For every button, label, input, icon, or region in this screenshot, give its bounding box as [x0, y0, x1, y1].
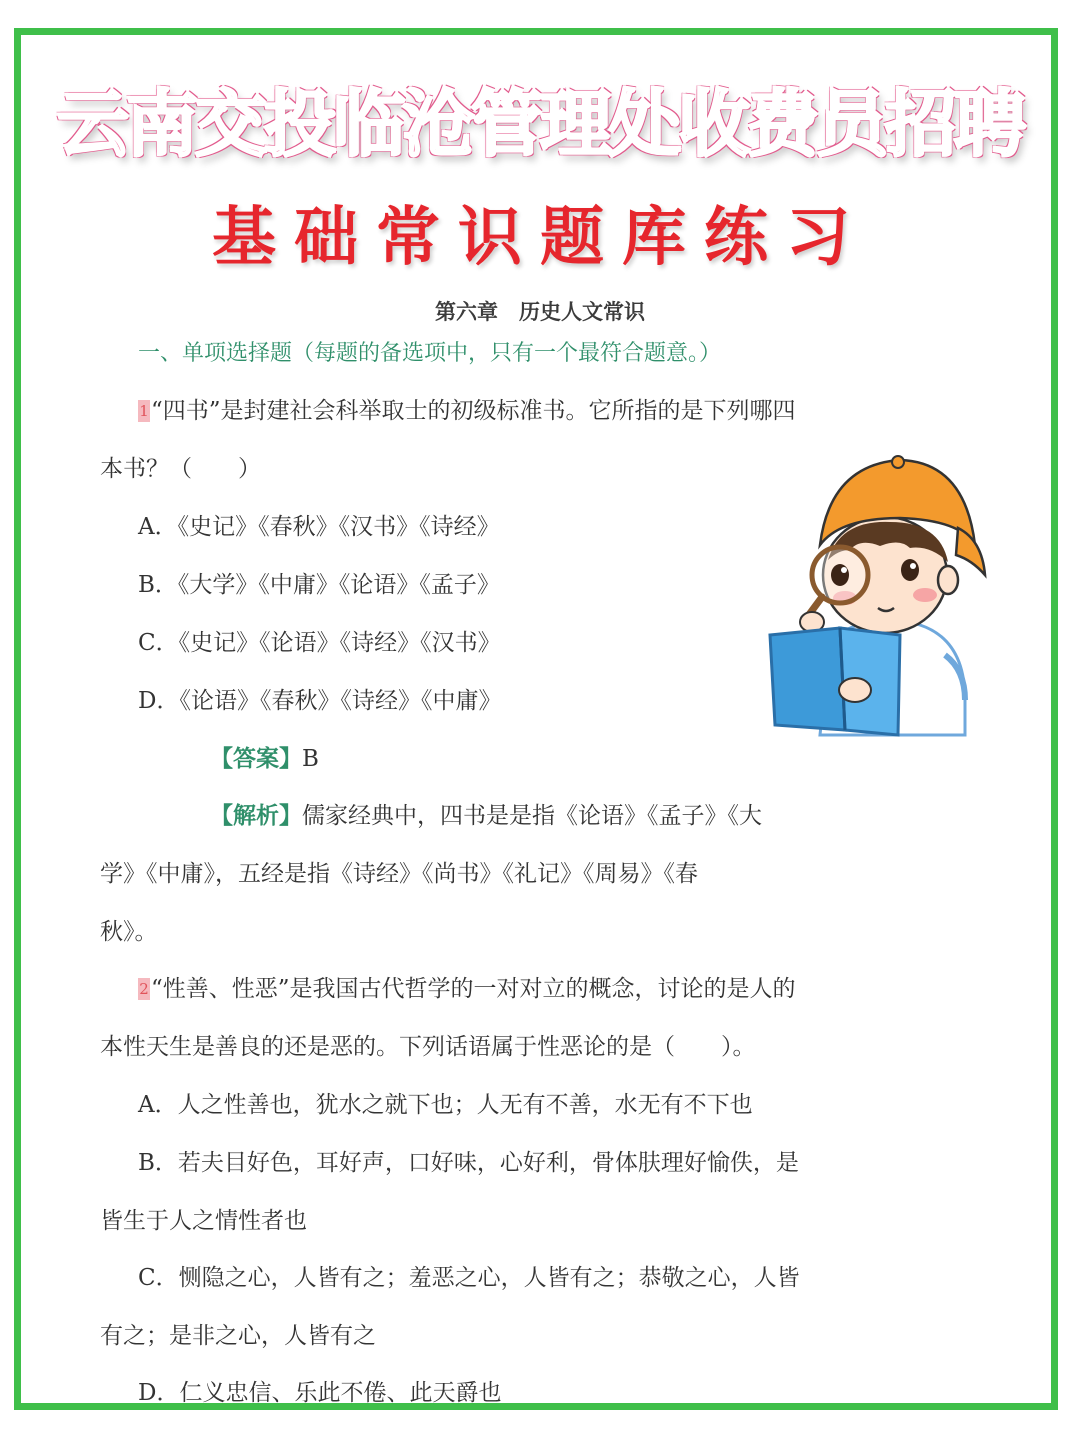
option-b: B．《大学》《中庸》《论语》《孟子》 — [138, 572, 500, 598]
question-2-stem — [138, 973, 796, 1005]
option-b-cont: 皆生于人之情性者也 — [100, 1208, 307, 1234]
question-2-stem-cont: 本性天生是善良的还是恶的。下列话语属于性恶论的是（ ）。 — [100, 1034, 756, 1060]
option-d: D．仁义忠信、乐此不倦、此天爵也 — [138, 1380, 502, 1406]
answer-value: B — [302, 746, 319, 772]
section-title: 一、单项选择题（每题的备选项中，只有一个最符合题意。） — [138, 341, 722, 366]
option-b: B．若夫目好色，耳好声，口好味，心好利，骨体肤理好愉佚，是 — [138, 1150, 799, 1176]
question-number: 2 — [139, 980, 149, 998]
question-number: 1 — [139, 402, 149, 420]
option-c: C．《史记》《论语》《诗经》《汉书》 — [138, 630, 501, 656]
page-subtitle: 基础常识题库练习 — [212, 201, 868, 275]
option-d: D．《论语》《春秋》《诗经》《中庸》 — [138, 688, 502, 714]
analysis-text-end: 秋》。 — [100, 919, 158, 945]
analysis-label: 【解析】 — [210, 802, 302, 829]
question-text: “四书”是封建社会科举取士的初级标准书。它所指的是下列哪四 — [151, 398, 796, 424]
analysis-text: 儒家经典中，四书是是指《论语》《孟子》《大 — [302, 803, 762, 829]
analysis-text-cont: 学》《中庸》，五经是指《诗经》《尚书》《礼记》《周易》《春 — [100, 861, 698, 887]
question-text: “性善、性恶”是我国古代哲学的一对对立的概念，讨论的是人的 — [151, 976, 796, 1002]
boy-reading-illustration — [760, 450, 990, 740]
question-1-stem — [138, 395, 796, 427]
option-c: C．恻隐之心，人皆有之；羞恶之心，人皆有之；恭敬之心，人皆 — [138, 1265, 800, 1291]
page-title: 云南交投临沧管理处收费员招聘 — [56, 82, 1023, 166]
question-1-stem-cont: 本书？（ ） — [100, 456, 261, 482]
option-a: A．《史记》《春秋》《汉书》《诗经》 — [138, 514, 500, 540]
chapter-title: 第六章 历史人文常识 — [435, 299, 645, 324]
answer-label: 【答案】 — [210, 745, 302, 772]
answer-line — [210, 743, 319, 775]
option-c-cont: 有之；是非之心，人皆有之 — [100, 1323, 376, 1349]
option-a: A．人之性善也，犹水之就下也；人无有不善，水无有不下也 — [138, 1092, 753, 1118]
analysis-line — [210, 800, 762, 832]
